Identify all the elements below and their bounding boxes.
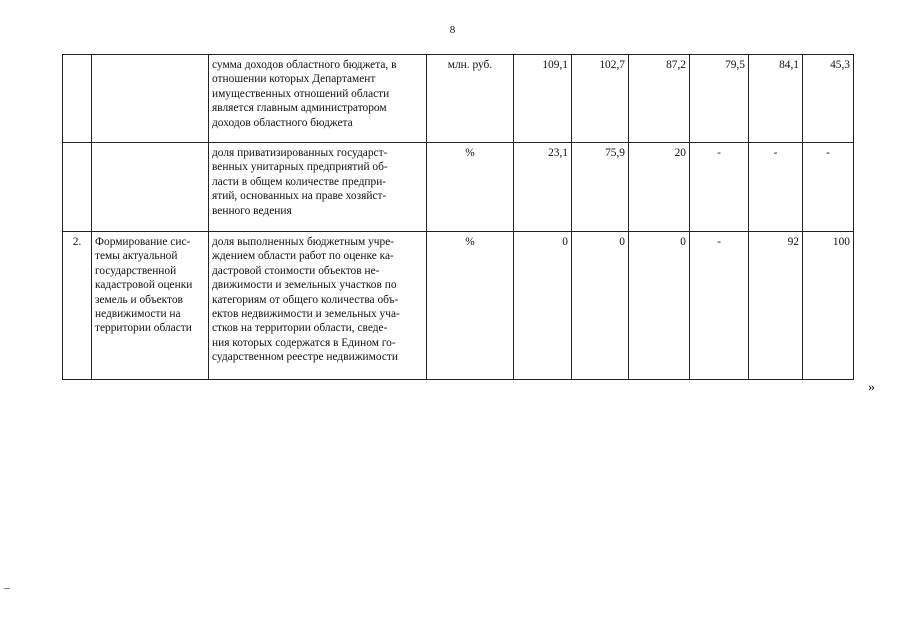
scan-edge-mark <box>4 588 10 589</box>
value-cell: - <box>690 143 749 232</box>
value-cell: - <box>690 232 749 380</box>
indicators-table <box>62 54 854 380</box>
table-row <box>63 232 854 380</box>
value-cell: 20 <box>629 143 690 232</box>
table-row <box>63 55 854 143</box>
value-cell: 92 <box>749 232 803 380</box>
task-cell <box>92 55 209 143</box>
value-cell: 45,3 <box>803 55 854 143</box>
value-cell: 23,1 <box>514 143 572 232</box>
value-cell: 109,1 <box>514 55 572 143</box>
value-cell: 79,5 <box>690 55 749 143</box>
unit-cell: % <box>427 143 514 232</box>
page-number: 8 <box>449 24 456 36</box>
unit-cell: млн. руб. <box>427 55 514 143</box>
row-number-cell <box>63 55 92 143</box>
indicator-cell: доля выполненных бюджетным учре- ждением области работ по оценке ка- дастровой стоимости объектов не- движимости и земельных участков по категориям от общего количества объ- ектов недвижимости и земельных уча- стков на территории области, сведе- ния которых содержатся в Едином го- сударственном реестре недвижимости <box>209 232 427 380</box>
indicator-cell: сумма доходов областного бюджета, в отношении которых Департамент имущественных отношений области является главным администратором доходов областного бюджета <box>209 55 427 143</box>
value-cell: 102,7 <box>572 55 629 143</box>
task-cell: Формирование сис- темы актуальной государственной кадастровой оценки земель и объектов недвижимости на территории области <box>92 232 209 380</box>
value-cell: 0 <box>514 232 572 380</box>
value-cell: - <box>803 143 854 232</box>
value-cell: 75,9 <box>572 143 629 232</box>
value-cell: 87,2 <box>629 55 690 143</box>
row-number-cell <box>63 143 92 232</box>
value-cell: 100 <box>803 232 854 380</box>
indicator-cell: доля приватизированных государст- венных унитарных предприятий об- ласти в общем количестве предпри- ятий, основанных на праве хозяйст- венного ведения <box>209 143 427 232</box>
value-cell: 0 <box>629 232 690 380</box>
value-cell: 0 <box>572 232 629 380</box>
value-cell: - <box>749 143 803 232</box>
table-row <box>63 143 854 232</box>
row-number-cell: 2. <box>63 232 92 380</box>
unit-cell: % <box>427 232 514 380</box>
task-cell <box>92 143 209 232</box>
closing-quote: » <box>868 380 875 395</box>
value-cell: 84,1 <box>749 55 803 143</box>
